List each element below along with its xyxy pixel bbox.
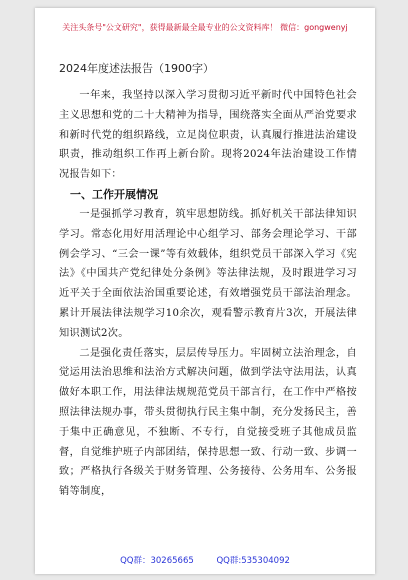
header-notice: 关注头条号"公文研究"，获得最新最全最专业的公文资料库！ 微信：gongwenyj [62,23,348,32]
footer-qq-group-1: QQ群：30265665 [120,556,194,566]
paragraph-responsibility: 二是强化责任落实，层层传导压力。牢固树立法治理念，自觉运用法治思维和法治方式解决问题，做到学法守法用法，认真做好本职工作，用法律法规规范党员干部言行，在工作中严格按照法律法规办事，带头贯彻执行民主集中制，充分发扬民主，善于集中正确意见，不独断、不专行，自觉接受班子其他成员监督，自觉维护班子内部团结，保持思想一致、行动一致、步调一致；严格执行各级关于财务管理、公务接待、公务用车、公务报销等制度， [59,347,357,498]
document-title: 2024年度述法报告（1900字） [59,62,214,75]
document-body [59,60,357,502]
section-heading: 一、工作开展情况 [70,187,158,201]
intro-paragraph: 一年来，我坚持以深入学习贯彻习近平新时代中国特色社会主义思想和党的二十大精神为指导，围绕落实全面从严治党要求和新时代党的组织路线，立足岗位职责，认真履行推进法治建设职责，推动组织工作再上新台阶。现将2024年法治建设工作情况报告如下： [59,90,357,181]
footer-qq-group-2: QQ群:535304092 [216,556,290,566]
paragraph-study-education: 一是强抓学习教育，筑牢思想防线。抓好机关干部法律知识学习。常态化用好用活理论中心组学习、部务会理论学习、干部例会学习、“三会一课”等有效载体，组织党员干部深入学习《宪法》《中国共产党纪律处分条例》等法律法规，及时跟进学习习近平关于全面依法治国重要论述，有效增强党员干部法治理念。累计开展法律法规学习10余次，观看警示教育片3次，开展法律知识测试2次。 [59,208,357,339]
document-page [35,8,375,574]
footer-qq-groups [35,554,375,566]
